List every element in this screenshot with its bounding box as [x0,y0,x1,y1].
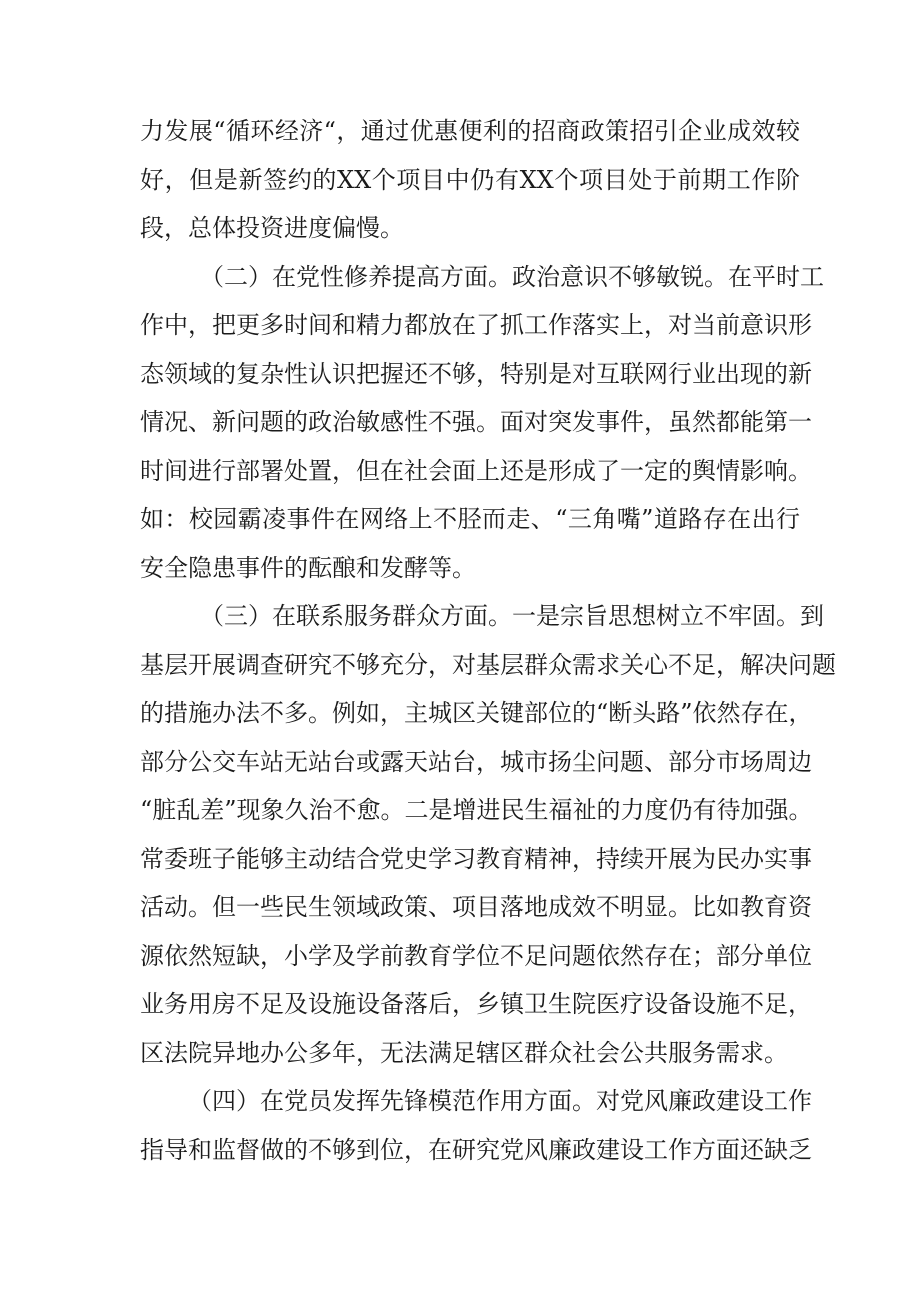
text-line: 的措施办法不多。例如，主城区关键部位的“断头路”依然存在， [140,699,813,727]
text-line: 段，总体投资进度偏慢。 [140,214,404,242]
text-line: 指导和监督做的不够到位，在研究党风廉政建设工作方面还缺乏 [140,1135,812,1164]
text-line: 部分公交车站无站台或露天站台，城市扬尘问题、部分市场周边 [140,747,812,776]
text-line: “脏乱差”现象久治不愈。二是增进民生福祉的力度仍有待加强。 [140,796,813,824]
text-line: 活动。但一些民生领域政策、项目落地成效不明显。比如教育资 [140,893,812,921]
text-line: 区法院异地办公多年，无法满足辖区群众社会公共服务需求。 [140,1038,788,1067]
text-line: 安全隐患事件的酝酿和发酵等。 [140,553,476,582]
text-line: 常委班子能够主动结合党史学习教育精神，持续开展为民办实事 [140,844,812,873]
text-line: 作中，把更多时间和精力都放在了抓工作落实上，对当前意识形 [140,311,812,339]
text-line: 力发展“循环经济“，通过优惠便利的招商政策招引企业成效较 [140,117,800,145]
text-line: 时间进行部署处置，但在社会面上还是形成了一定的舆情影响。 [140,456,812,485]
paragraph-serving-masses [140,592,836,1077]
text-line: 好，但是新签约的XX个项目中仍有XX个项目处于前期工作阶 [140,165,800,194]
text-line: 情况、新问题的政治敏感性不强。面对突发事件，虽然都能第一 [140,408,812,436]
text-line: 基层开展调查研究不够充分，对基层群众需求关心不足，解决问题 [140,650,836,679]
paragraph-pioneer-role [140,1077,812,1174]
paragraph-continuation [140,107,800,253]
text-line: （四）在党员发挥先锋模范作用方面。对党风廉政建设工作 [188,1087,812,1115]
paragraph-party-spirit [140,253,824,593]
text-line: 态领域的复杂性认识把握还不够，特别是对互联网行业出现的新 [140,359,812,388]
text-line: 业务用房不足及设施设备落后，乡镇卫生院医疗设备设施不足， [140,990,812,1018]
text-line: （三）在联系服务群众方面。一是宗旨思想树立不牢固。到 [200,602,824,630]
document-body [140,107,836,1174]
text-line: （二）在党性修养提高方面。政治意识不够敏锐。在平时工 [200,262,824,291]
text-line: 源依然短缺，小学及学前教育学位不足问题依然存在；部分单位 [140,941,812,970]
text-line: 如：校园霸凌事件在网络上不胫而走、“三角嘴”道路存在出行 [140,505,800,533]
